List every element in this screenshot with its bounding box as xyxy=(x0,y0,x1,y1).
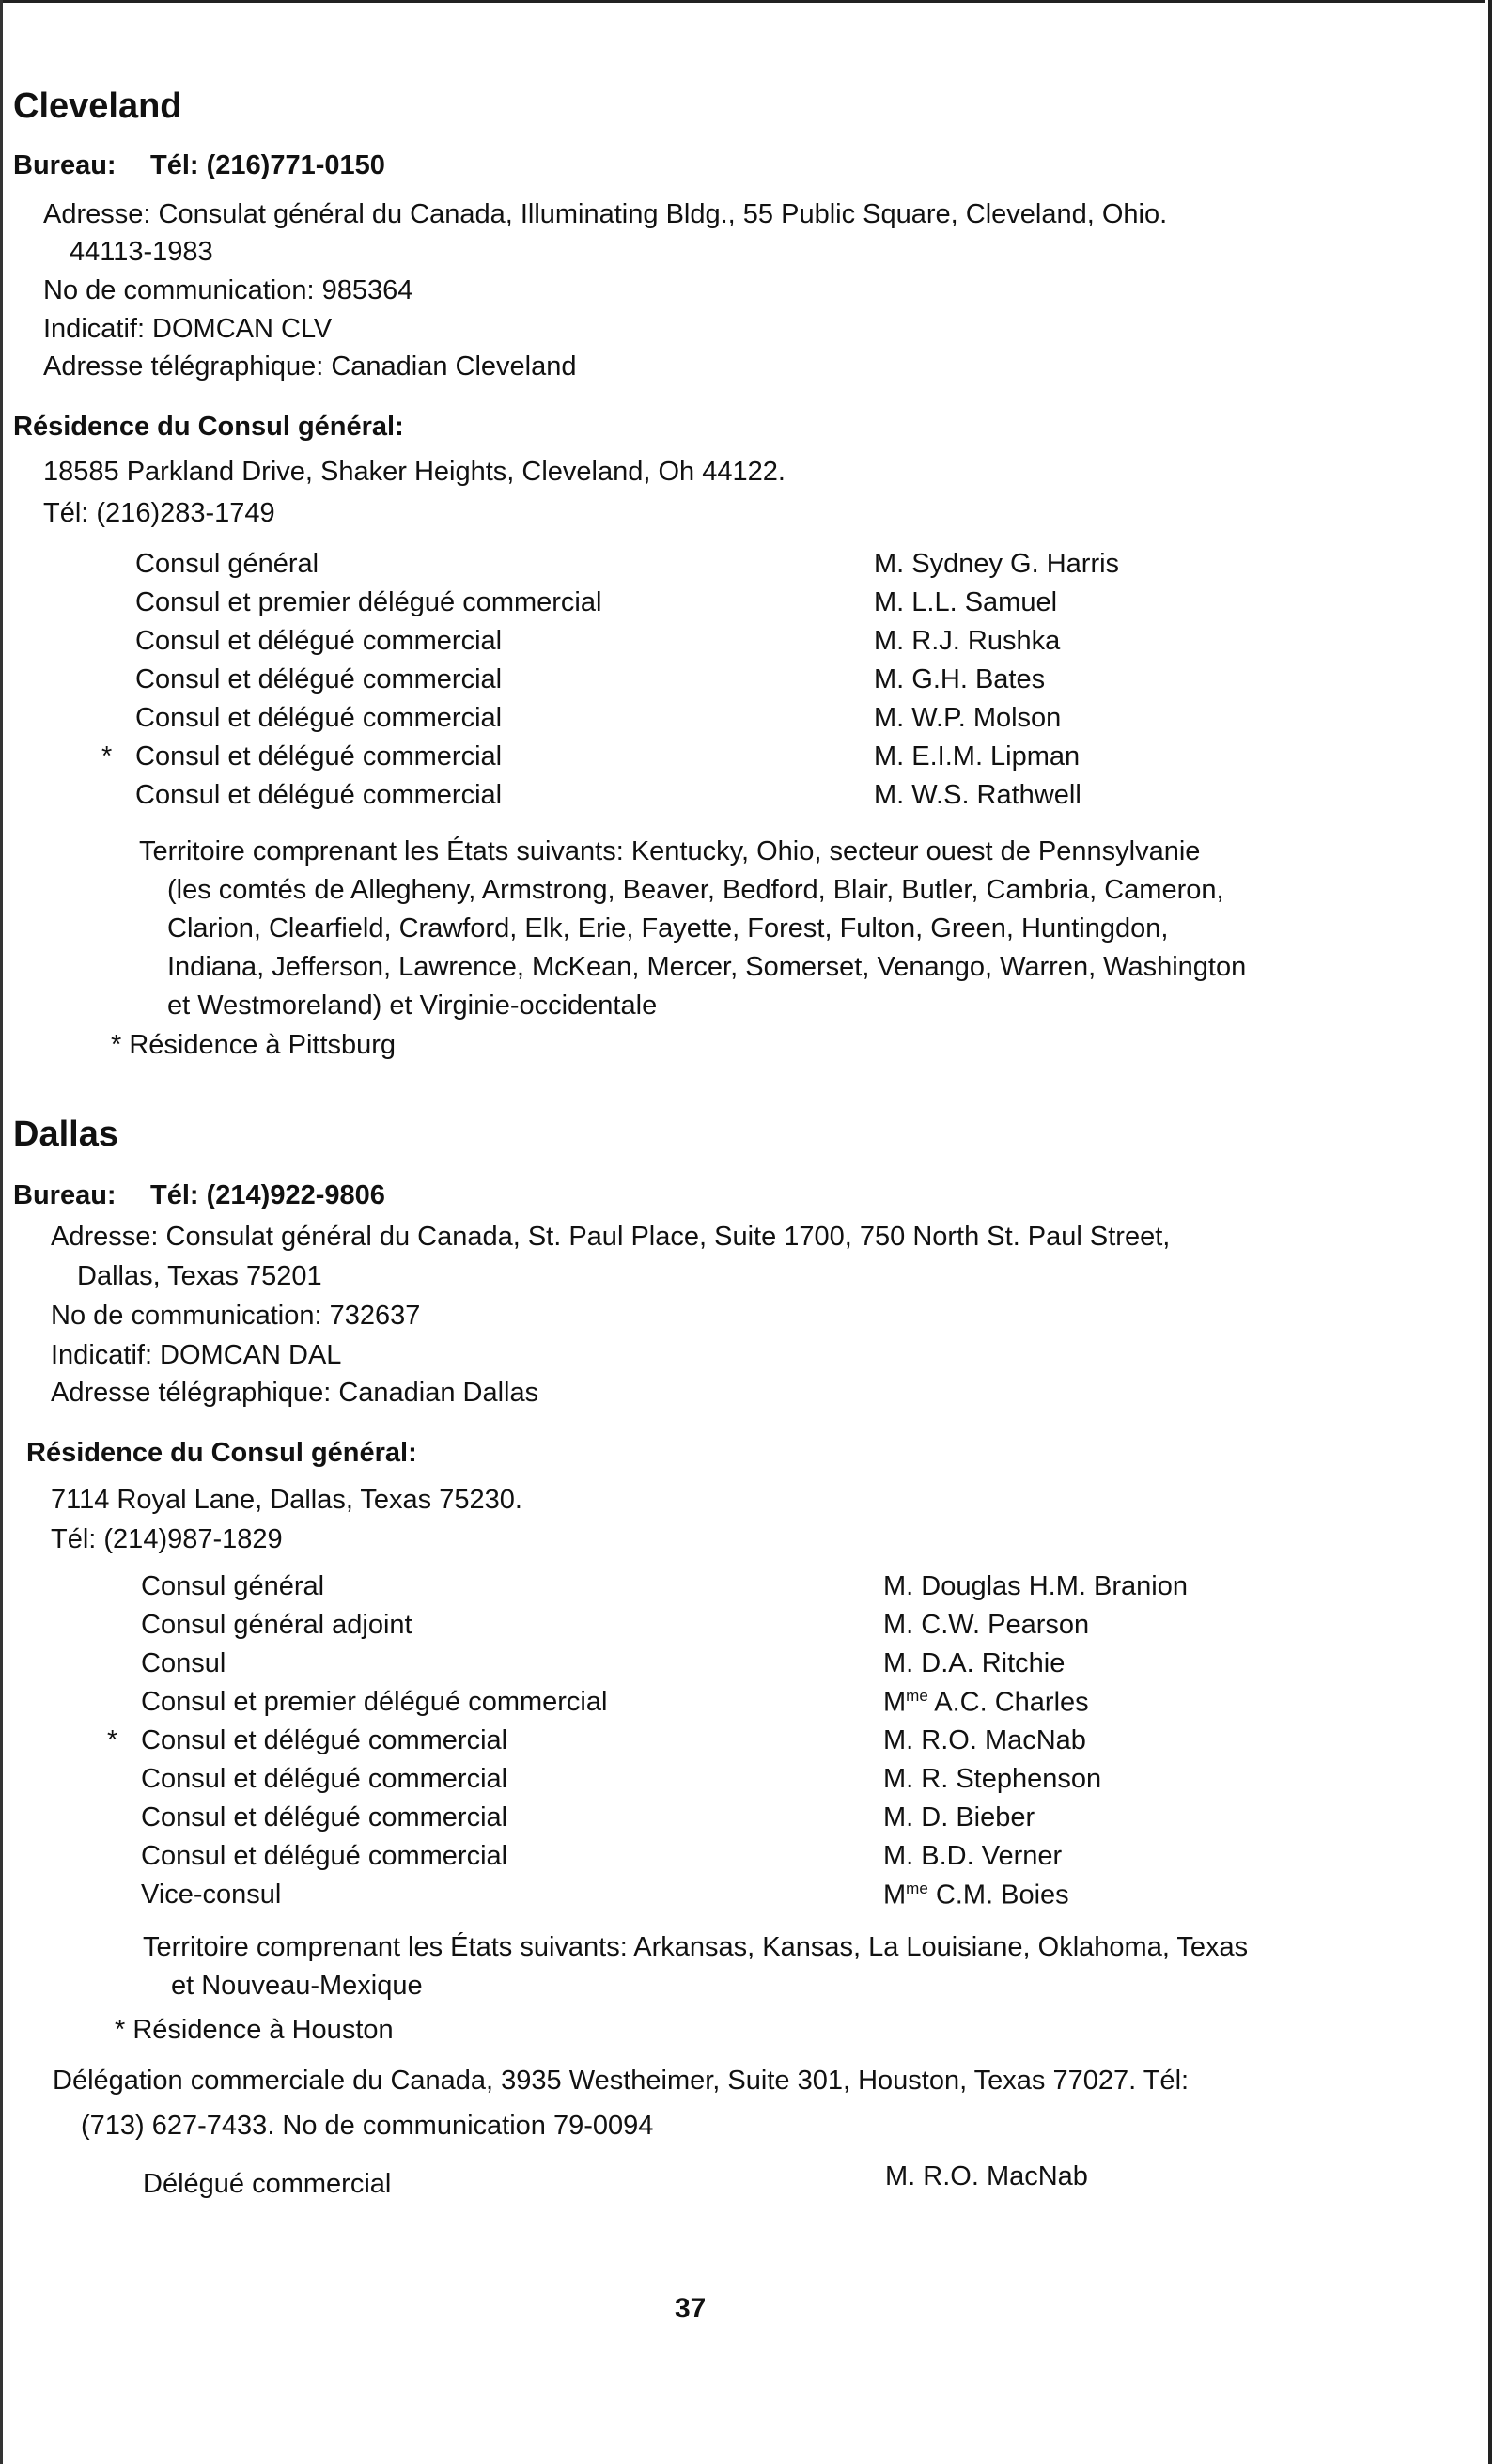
bureau-line-cleveland xyxy=(13,150,385,181)
staff-role: Vice-consul xyxy=(141,1879,282,1910)
staff-row xyxy=(141,1841,1438,1879)
staff-name: M. W.S. Rathwell xyxy=(874,780,1081,810)
communication-number: No de communication: 985364 xyxy=(43,275,413,305)
residence-address: 7114 Royal Lane, Dallas, Texas 75230. xyxy=(51,1485,522,1515)
bureau-tel: Tél: (214)922-9806 xyxy=(150,1180,385,1210)
staff-list-dallas xyxy=(107,1571,1438,1918)
name-text: Douglas H.M. Branion xyxy=(913,1571,1188,1601)
delegate-name: M. R.O. MacNab xyxy=(885,2161,1088,2191)
staff-row xyxy=(141,1571,1438,1610)
name-title: M. xyxy=(883,1802,914,1832)
staff-role: Consul et délégué commercial xyxy=(135,741,503,772)
staff-role: Consul et délégué commercial xyxy=(135,703,503,733)
name-text: C.W. Pearson xyxy=(913,1610,1090,1640)
delegate-role: Délégué commercial xyxy=(143,2169,392,2199)
staff-role: Consul et délégué commercial xyxy=(135,626,503,656)
staff-role: Consul et délégué commercial xyxy=(141,1802,508,1832)
staff-role: Consul et délégué commercial xyxy=(141,1725,508,1755)
staff-name: M. R.J. Rushka xyxy=(874,626,1061,656)
name-title: M. xyxy=(883,1610,914,1640)
staff-row xyxy=(141,1687,1438,1725)
residence-heading: Résidence du Consul général: xyxy=(26,1438,417,1468)
staff-name xyxy=(883,1687,1089,1719)
staff-role: Consul général xyxy=(135,549,319,579)
bureau-label: Bureau: xyxy=(13,1180,117,1210)
name-text: R. Stephenson xyxy=(913,1764,1102,1794)
staff-role: Consul et délégué commercial xyxy=(135,664,503,694)
telegraph-address: Adresse télégraphique: Canadian Cleveland xyxy=(43,351,577,382)
staff-name xyxy=(883,1610,1089,1641)
asterisk-marker: * xyxy=(107,1725,118,1755)
staff-role: Consul et premier délégué commercial xyxy=(135,587,602,617)
territory-line: Clarion, Clearfield, Crawford, Elk, Erie, Fayette, Forest, Fulton, Green, Huntingdon, xyxy=(167,913,1169,943)
name-title: M. xyxy=(883,1571,914,1601)
residence-heading: Résidence du Consul général: xyxy=(13,412,404,442)
name-text: D.A. Ritchie xyxy=(913,1648,1066,1678)
staff-row xyxy=(135,549,1432,587)
address-line-2: 44113-1983 xyxy=(70,237,213,267)
staff-role: Consul et premier délégué commercial xyxy=(141,1687,608,1717)
address-line: Adresse: Consulat général du Canada, St. Paul Place, Suite 1700, 750 North St. Paul Street, xyxy=(51,1222,1171,1252)
residence-tel: Tél: (216)283-1749 xyxy=(43,498,275,528)
staff-name: M. L.L. Samuel xyxy=(874,587,1058,617)
name-title: M xyxy=(883,1879,907,1910)
top-border xyxy=(0,0,1485,3)
staff-role: Consul général adjoint xyxy=(141,1610,412,1640)
territory-line: Indiana, Jefferson, Lawrence, McKean, Mercer, Somerset, Venango, Warren, Washington xyxy=(167,952,1247,982)
right-border xyxy=(1488,0,1492,2464)
bureau-line-dallas xyxy=(13,1180,385,1211)
name-title: M. xyxy=(883,1648,914,1678)
staff-role: Consul xyxy=(141,1648,226,1678)
bureau-label: Bureau: xyxy=(13,150,117,180)
residence-note-cleveland: * Résidence à Pittsburg xyxy=(111,1030,397,1060)
staff-row xyxy=(141,1648,1438,1687)
staff-row xyxy=(107,1725,1438,1764)
name-title: M. xyxy=(883,1764,914,1794)
staff-row xyxy=(141,1764,1438,1802)
staff-role: Consul et délégué commercial xyxy=(135,780,503,810)
name-title: M. xyxy=(883,1725,914,1755)
city-heading-dallas: Dallas xyxy=(13,1115,118,1154)
page-number: 37 xyxy=(675,2293,707,2324)
name-title-superscript: me xyxy=(906,1879,928,1897)
staff-name xyxy=(883,1648,1065,1679)
residence-address: 18585 Parkland Drive, Shaker Heights, Cleveland, Oh 44122. xyxy=(43,457,786,487)
staff-role: Consul et délégué commercial xyxy=(141,1841,508,1871)
name-title-superscript: me xyxy=(906,1687,928,1705)
staff-row xyxy=(135,626,1432,664)
territory-line: et Westmoreland) et Virginie-occidentale xyxy=(167,990,658,1021)
staff-name xyxy=(883,1725,1086,1756)
territory-line: Territoire comprenant les États suivants: Kentucky, Ohio, secteur ouest de Pennsylvanie xyxy=(139,836,1201,866)
name-text: A.C. Charles xyxy=(927,1687,1089,1718)
staff-row xyxy=(135,703,1432,741)
staff-name: M. E.I.M. Lipman xyxy=(874,741,1081,772)
delegation-line: Délégation commerciale du Canada, 3935 Westheimer, Suite 301, Houston, Texas 77027. Tél: xyxy=(53,2066,1190,2096)
territory-cleveland xyxy=(139,836,1246,1029)
staff-row xyxy=(135,587,1432,626)
staff-name xyxy=(883,1841,1062,1872)
territory-line: Territoire comprenant les États suivants: Arkansas, Kansas, La Louisiane, Oklahoma, Texas xyxy=(143,1932,1249,1962)
name-text: B.D. Verner xyxy=(913,1841,1063,1871)
territory-line: (les comtés de Allegheny, Armstrong, Beaver, Bedford, Blair, Butler, Cambria, Cameron, xyxy=(167,875,1224,905)
staff-row xyxy=(141,1610,1438,1648)
left-border xyxy=(0,0,3,2464)
staff-name xyxy=(883,1802,1035,1833)
delegation-line-2: (713) 627-7433. No de communication 79-0094 xyxy=(81,2111,654,2141)
name-text: D. Bieber xyxy=(913,1802,1035,1832)
staff-name xyxy=(883,1571,1188,1602)
bureau-tel: Tél: (216)771-0150 xyxy=(150,150,385,180)
city-heading-cleveland: Cleveland xyxy=(13,86,182,126)
address-line-2: Dallas, Texas 75201 xyxy=(77,1261,322,1291)
address-line: Adresse: Consulat général du Canada, Illuminating Bldg., 55 Public Square, Cleveland, Ohio. xyxy=(43,199,1168,229)
staff-name xyxy=(883,1879,1069,1911)
communication-number: No de communication: 732637 xyxy=(51,1301,421,1331)
asterisk-marker: * xyxy=(101,741,113,772)
territory-dallas xyxy=(143,1932,1248,2009)
staff-role: Consul général xyxy=(141,1571,325,1601)
name-text: C.M. Boies xyxy=(927,1879,1069,1910)
indicatif: Indicatif: DOMCAN DAL xyxy=(51,1340,342,1370)
staff-name: M. W.P. Molson xyxy=(874,703,1062,733)
staff-row xyxy=(101,741,1432,780)
residence-tel: Tél: (214)987-1829 xyxy=(51,1524,283,1554)
staff-role: Consul et délégué commercial xyxy=(141,1764,508,1794)
name-title: M. xyxy=(883,1841,914,1871)
staff-row xyxy=(141,1802,1438,1841)
staff-row xyxy=(135,664,1432,703)
staff-name xyxy=(883,1764,1101,1795)
telegraph-address: Adresse télégraphique: Canadian Dallas xyxy=(51,1378,539,1408)
staff-name: M. Sydney G. Harris xyxy=(874,549,1120,579)
name-title: M xyxy=(883,1687,907,1718)
staff-name: M. G.H. Bates xyxy=(874,664,1046,694)
staff-row xyxy=(141,1879,1438,1918)
residence-note-dallas: * Résidence à Houston xyxy=(115,2015,394,2045)
staff-list-cleveland xyxy=(101,549,1432,819)
indicatif: Indicatif: DOMCAN CLV xyxy=(43,314,333,344)
name-text: R.O. MacNab xyxy=(913,1725,1086,1755)
territory-line: et Nouveau-Mexique xyxy=(171,1971,423,2001)
staff-row xyxy=(135,780,1432,819)
